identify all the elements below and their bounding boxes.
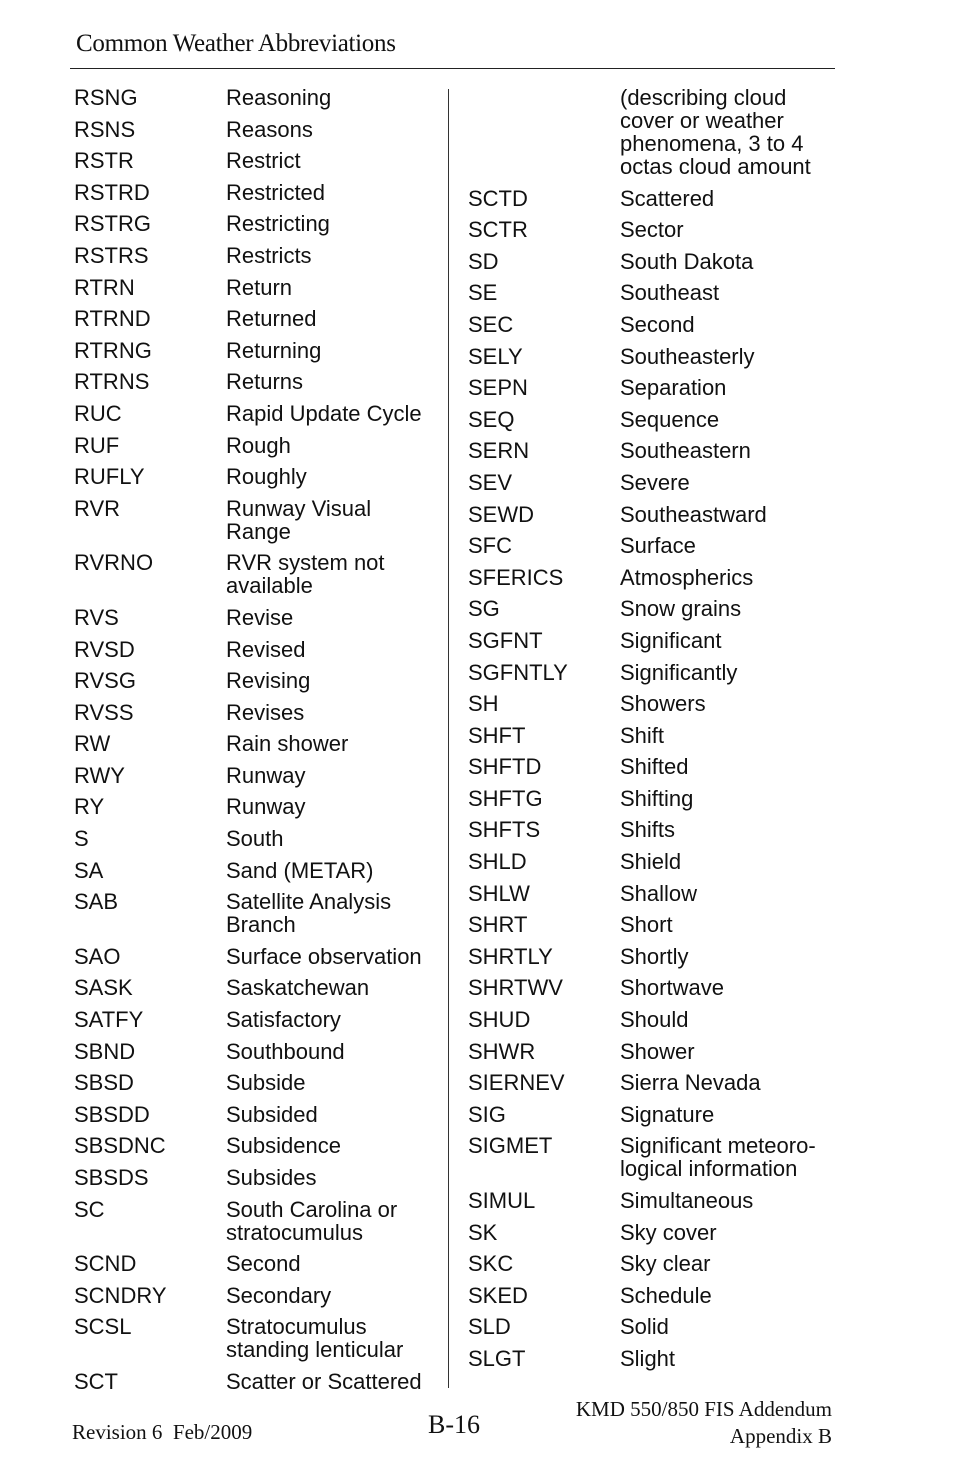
abbreviation-meaning: Atmospherics xyxy=(620,564,754,590)
abbreviation-code: RSTRG xyxy=(74,211,151,237)
abbreviation-entry xyxy=(468,787,838,810)
abbreviation-meaning: Sequence xyxy=(620,406,720,432)
abbreviation-entry xyxy=(468,281,838,304)
abbreviation-meaning: Southeast xyxy=(620,280,720,306)
abbreviation-code: SBSDS xyxy=(74,1165,149,1190)
abbreviation-entry xyxy=(468,566,838,589)
abbreviation-meaning: Rough xyxy=(226,432,291,458)
abbreviation-meaning: Revising xyxy=(226,668,311,694)
abbreviation-meaning: Surface xyxy=(620,533,696,559)
abbreviation-code: SH xyxy=(468,691,499,717)
abbreviation-meaning: Runway xyxy=(226,762,306,788)
abbreviation-code: SHLW xyxy=(468,880,530,906)
abbreviation-meaning: Sky clear xyxy=(620,1251,711,1277)
abbreviation-entry xyxy=(468,1221,838,1244)
abbreviation-meaning: Revised xyxy=(226,636,306,662)
abbreviation-code: SKC xyxy=(468,1251,514,1277)
abbreviation-meaning: Schedule xyxy=(620,1282,712,1308)
abbreviation-meaning: Sierra Nevada xyxy=(620,1070,761,1096)
abbreviation-meaning: Shortly xyxy=(620,943,689,969)
abbreviation-meaning: Reasons xyxy=(226,116,313,142)
abbreviation-meaning: Second xyxy=(226,1251,301,1277)
abbreviation-code: SCTR xyxy=(468,217,528,243)
abbreviation-meaning: Solid xyxy=(620,1314,669,1340)
abbreviation-code: RWY xyxy=(74,762,125,788)
abbreviation-entry xyxy=(468,439,838,462)
page-number: B-16 xyxy=(428,1410,480,1439)
abbreviation-entry xyxy=(468,661,838,684)
abbreviation-code: SLD xyxy=(468,1314,511,1340)
abbreviation-entry xyxy=(468,1008,838,1031)
abbreviation-code: SIGMET xyxy=(468,1133,553,1159)
abbreviation-code: RVSD xyxy=(74,636,135,662)
abbreviation-entry xyxy=(468,976,838,999)
abbreviation-code: RVSS xyxy=(74,699,134,725)
abbreviation-entry xyxy=(468,408,838,431)
abbreviation-code: SCT xyxy=(74,1368,118,1394)
abbreviation-meaning: Restricting xyxy=(226,211,330,237)
abbreviation-code: SHFT xyxy=(468,722,526,748)
abbreviation-code: RSTRD xyxy=(74,179,150,205)
abbreviation-column-right xyxy=(468,86,838,1379)
abbreviation-meaning: Secondary xyxy=(226,1282,332,1308)
abbreviation-entry xyxy=(468,86,838,178)
abbreviation-entry xyxy=(468,313,838,336)
abbreviation-entry xyxy=(74,732,444,755)
abbreviation-code: SKED xyxy=(468,1282,528,1308)
abbreviation-meaning: Snow grains xyxy=(620,596,742,622)
abbreviation-code: SEV xyxy=(468,469,513,495)
abbreviation-code: SE xyxy=(468,280,498,306)
abbreviation-meaning: Rapid Update Cycle xyxy=(226,400,422,426)
abbreviation-meaning: Satisfactory xyxy=(226,1007,341,1033)
abbreviation-code: S xyxy=(74,826,89,852)
abbreviation-meaning: Separation xyxy=(620,375,727,401)
abbreviation-entry xyxy=(468,503,838,526)
abbreviation-entry xyxy=(74,149,444,172)
abbreviation-meaning: Shortwave xyxy=(620,975,724,1001)
appendix-label: Appendix B xyxy=(729,1424,832,1448)
abbreviation-meaning: Restricts xyxy=(226,242,312,268)
abbreviation-entry xyxy=(74,276,444,299)
abbreviation-entry xyxy=(74,1071,444,1094)
abbreviation-code: SEQ xyxy=(468,406,515,432)
abbreviation-entry xyxy=(74,1134,444,1157)
abbreviation-entry xyxy=(74,118,444,141)
abbreviation-code: RY xyxy=(74,794,105,820)
abbreviation-meaning: Second xyxy=(620,311,695,337)
document-info xyxy=(576,1396,832,1450)
abbreviation-meaning: Showers xyxy=(620,691,706,717)
abbreviation-code: SFERICS xyxy=(468,564,564,590)
abbreviation-code: SHRT xyxy=(468,912,528,938)
abbreviation-entry xyxy=(468,1252,838,1275)
abbreviation-code: SEC xyxy=(468,311,514,337)
abbreviation-entry xyxy=(468,1103,838,1126)
abbreviation-meaning: Stratocumulus standing lenticular xyxy=(226,1314,404,1363)
abbreviation-meaning: Southeastward xyxy=(620,501,767,527)
abbreviation-entry xyxy=(468,187,838,210)
abbreviation-meaning: Sector xyxy=(620,217,684,243)
abbreviation-meaning: Shield xyxy=(620,849,682,875)
abbreviation-entry xyxy=(74,1315,444,1361)
abbreviation-entry xyxy=(74,1008,444,1031)
abbreviation-meaning: Saskatchewan xyxy=(226,975,370,1001)
abbreviation-code: SGFNTLY xyxy=(468,659,568,685)
abbreviation-entry xyxy=(74,212,444,235)
abbreviation-code: SEPN xyxy=(468,375,528,401)
abbreviation-code: SHUD xyxy=(468,1007,531,1033)
abbreviation-entry xyxy=(74,669,444,692)
abbreviation-entry xyxy=(468,376,838,399)
abbreviation-meaning: Southeasterly xyxy=(620,343,755,369)
abbreviation-meaning: Revises xyxy=(226,699,305,725)
abbreviation-code: RTRND xyxy=(74,306,151,332)
abbreviation-code: RW xyxy=(74,731,111,757)
abbreviation-code: SA xyxy=(74,857,104,883)
abbreviation-code: SCTD xyxy=(468,185,528,211)
abbreviation-meaning: Shifts xyxy=(620,817,676,843)
abbreviation-entry xyxy=(74,976,444,999)
abbreviation-entry xyxy=(74,827,444,850)
abbreviation-code: SFC xyxy=(468,533,512,559)
abbreviation-entry xyxy=(74,1198,444,1244)
abbreviation-code: SHRTWV xyxy=(468,975,563,1001)
abbreviation-meaning: Satellite Analysis Branch xyxy=(226,889,392,938)
abbreviation-entry xyxy=(74,181,444,204)
abbreviation-entry xyxy=(468,1134,838,1180)
abbreviation-code: SERN xyxy=(468,438,530,464)
abbreviation-meaning: Runway Visual Range xyxy=(226,495,372,544)
abbreviation-meaning: Severe xyxy=(620,469,690,495)
abbreviation-entry xyxy=(74,859,444,882)
abbreviation-meaning: Simultaneous xyxy=(620,1188,754,1213)
abbreviation-code: SASK xyxy=(74,975,133,1001)
abbreviation-entry xyxy=(74,434,444,457)
abbreviation-meaning: Shift xyxy=(620,722,665,748)
abbreviation-code: RSNG xyxy=(74,85,138,110)
abbreviation-entry xyxy=(74,1103,444,1126)
abbreviation-meaning: Southbound xyxy=(226,1038,345,1064)
abbreviation-code: SCSL xyxy=(74,1314,132,1340)
abbreviation-meaning: Reasoning xyxy=(226,85,332,110)
abbreviation-meaning: Significant meteoro- logical information xyxy=(620,1133,816,1182)
abbreviation-entry xyxy=(468,534,838,557)
abbreviation-meaning: Scattered xyxy=(620,185,715,211)
abbreviation-code: SD xyxy=(468,248,499,274)
abbreviation-code: RUFLY xyxy=(74,464,145,490)
abbreviation-code: SCNDRY xyxy=(74,1282,167,1308)
abbreviation-meaning: Restrict xyxy=(226,148,301,174)
abbreviation-code: RUC xyxy=(74,400,122,426)
abbreviation-meaning: Runway xyxy=(226,794,306,820)
abbreviation-entry xyxy=(74,1166,444,1189)
abbreviation-entry xyxy=(468,1040,838,1063)
abbreviation-entry xyxy=(74,638,444,661)
abbreviation-entry xyxy=(74,890,444,936)
abbreviation-entry xyxy=(468,345,838,368)
abbreviation-entry xyxy=(468,818,838,841)
abbreviation-entry xyxy=(74,402,444,425)
abbreviation-entry xyxy=(468,1071,838,1094)
abbreviation-code: SG xyxy=(468,596,500,622)
abbreviation-meaning: Surface observation xyxy=(226,943,422,969)
abbreviation-entry xyxy=(468,629,838,652)
abbreviation-code: SK xyxy=(468,1219,498,1245)
abbreviation-meaning: South xyxy=(226,826,284,852)
abbreviation-meaning: Revise xyxy=(226,604,294,630)
abbreviation-meaning: Subsided xyxy=(226,1101,318,1127)
abbreviation-entry xyxy=(74,1252,444,1275)
abbreviation-entry xyxy=(74,497,444,543)
abbreviation-column-left xyxy=(74,86,444,1402)
abbreviation-meaning: Shower xyxy=(620,1038,695,1064)
abbreviation-entry xyxy=(74,307,444,330)
abbreviation-code: SCND xyxy=(74,1251,137,1277)
abbreviation-meaning: Return xyxy=(226,274,293,300)
abbreviation-code: SELY xyxy=(468,343,523,369)
abbreviation-entry xyxy=(74,370,444,393)
abbreviation-entry xyxy=(74,945,444,968)
column-divider xyxy=(448,89,449,1388)
abbreviation-code xyxy=(468,86,620,178)
abbreviation-entry xyxy=(74,465,444,488)
abbreviation-meaning: South Carolina or stratocumulus xyxy=(226,1196,398,1245)
abbreviation-meaning: Subsides xyxy=(226,1165,317,1190)
abbreviation-code: RVS xyxy=(74,604,119,630)
document-title: KMD 550/850 FIS Addendum xyxy=(575,1397,832,1421)
abbreviation-entry xyxy=(74,1284,444,1307)
abbreviation-code: SHFTD xyxy=(468,754,542,780)
abbreviation-meaning: Returns xyxy=(226,369,304,395)
header-rule xyxy=(70,68,835,69)
abbreviation-code: SBSDD xyxy=(74,1101,150,1127)
abbreviation-meaning: Should xyxy=(620,1007,689,1033)
abbreviation-meaning: Sky cover xyxy=(620,1219,717,1245)
abbreviation-code: SHFTG xyxy=(468,785,543,811)
abbreviation-code: SAO xyxy=(74,943,121,969)
abbreviation-entry xyxy=(468,913,838,936)
abbreviation-code: RSNS xyxy=(74,116,136,142)
abbreviation-code: SHLD xyxy=(468,849,527,875)
abbreviation-entry xyxy=(74,86,444,109)
abbreviation-entry xyxy=(468,1284,838,1307)
abbreviation-entry xyxy=(468,597,838,620)
abbreviation-code: SBSDNC xyxy=(74,1133,166,1159)
abbreviation-meaning: Sand (METAR) xyxy=(226,857,374,883)
abbreviation-meaning: Subsidence xyxy=(226,1133,341,1159)
abbreviation-entry xyxy=(74,795,444,818)
abbreviation-entry xyxy=(468,850,838,873)
abbreviation-code: RVSG xyxy=(74,668,136,694)
abbreviation-meaning: Roughly xyxy=(226,464,307,490)
abbreviation-code: RTRN xyxy=(74,274,135,300)
abbreviation-entry xyxy=(468,945,838,968)
abbreviation-entry xyxy=(74,701,444,724)
abbreviation-meaning: Southeastern xyxy=(620,438,751,464)
revision-label: Revision 6 Feb/2009 xyxy=(72,1420,253,1444)
abbreviation-code: SGFNT xyxy=(468,627,543,653)
abbreviation-entry xyxy=(468,471,838,494)
abbreviation-entry xyxy=(468,724,838,747)
abbreviation-meaning: Subside xyxy=(226,1070,306,1096)
abbreviation-code: SBSD xyxy=(74,1070,134,1096)
abbreviation-code: RSTRS xyxy=(74,242,149,268)
abbreviation-entry xyxy=(468,882,838,905)
abbreviation-code: SEWD xyxy=(468,501,534,527)
abbreviation-meaning: (describing cloud cover or weather phenomena, 3 to 4 octas cloud amount xyxy=(620,85,811,179)
abbreviation-entry xyxy=(74,764,444,787)
abbreviation-meaning: Short xyxy=(620,912,673,938)
abbreviation-code: RUF xyxy=(74,432,120,458)
abbreviation-meaning: South Dakota xyxy=(620,248,754,274)
abbreviation-meaning: Significant xyxy=(620,627,722,653)
abbreviation-code: SC xyxy=(74,1196,105,1222)
abbreviation-meaning: Slight xyxy=(620,1345,676,1371)
abbreviation-code: SIMUL xyxy=(468,1188,536,1213)
abbreviation-meaning: Shallow xyxy=(620,880,698,906)
abbreviation-entry xyxy=(468,1347,838,1370)
abbreviation-meaning: Scatter or Scattered xyxy=(226,1368,422,1394)
abbreviation-code: RTRNS xyxy=(74,369,150,395)
abbreviation-code: SHRTLY xyxy=(468,943,553,969)
abbreviation-code: SBND xyxy=(74,1038,136,1064)
abbreviation-code: SIERNEV xyxy=(468,1070,565,1096)
abbreviation-entry xyxy=(74,1040,444,1063)
abbreviation-meaning: Rain shower xyxy=(226,731,349,757)
abbreviation-code: SIG xyxy=(468,1101,506,1127)
abbreviation-code: RVRNO xyxy=(74,550,154,576)
abbreviation-code: SHFTS xyxy=(468,817,541,843)
page-title: Common Weather Abbreviations xyxy=(76,30,396,57)
abbreviation-entry xyxy=(74,1370,444,1393)
abbreviation-entry xyxy=(468,250,838,273)
abbreviation-entry xyxy=(74,244,444,267)
abbreviation-code: RVR xyxy=(74,495,121,521)
abbreviation-code: RTRNG xyxy=(74,337,152,363)
abbreviation-meaning: Shifted xyxy=(620,754,689,780)
abbreviation-entry xyxy=(468,692,838,715)
abbreviation-code: RSTR xyxy=(74,148,134,174)
abbreviation-meaning: Shifting xyxy=(620,785,694,811)
abbreviation-entry xyxy=(468,218,838,241)
abbreviation-meaning: Returned xyxy=(226,306,317,332)
abbreviation-entry xyxy=(74,339,444,362)
abbreviation-entry xyxy=(468,1189,838,1212)
abbreviation-code: SATFY xyxy=(74,1007,144,1033)
abbreviation-entry xyxy=(74,551,444,597)
abbreviation-meaning: Significantly xyxy=(620,659,738,685)
abbreviation-code: SLGT xyxy=(468,1345,526,1371)
abbreviation-entry xyxy=(468,755,838,778)
abbreviation-code: SHWR xyxy=(468,1038,536,1064)
abbreviation-entry xyxy=(74,606,444,629)
abbreviation-entry xyxy=(468,1315,838,1338)
abbreviation-code: SAB xyxy=(74,889,119,915)
abbreviation-meaning: Restricted xyxy=(226,179,326,205)
abbreviation-meaning: RVR system not available xyxy=(226,550,385,599)
abbreviation-meaning: Signature xyxy=(620,1101,715,1127)
abbreviation-meaning: Returning xyxy=(226,337,322,363)
